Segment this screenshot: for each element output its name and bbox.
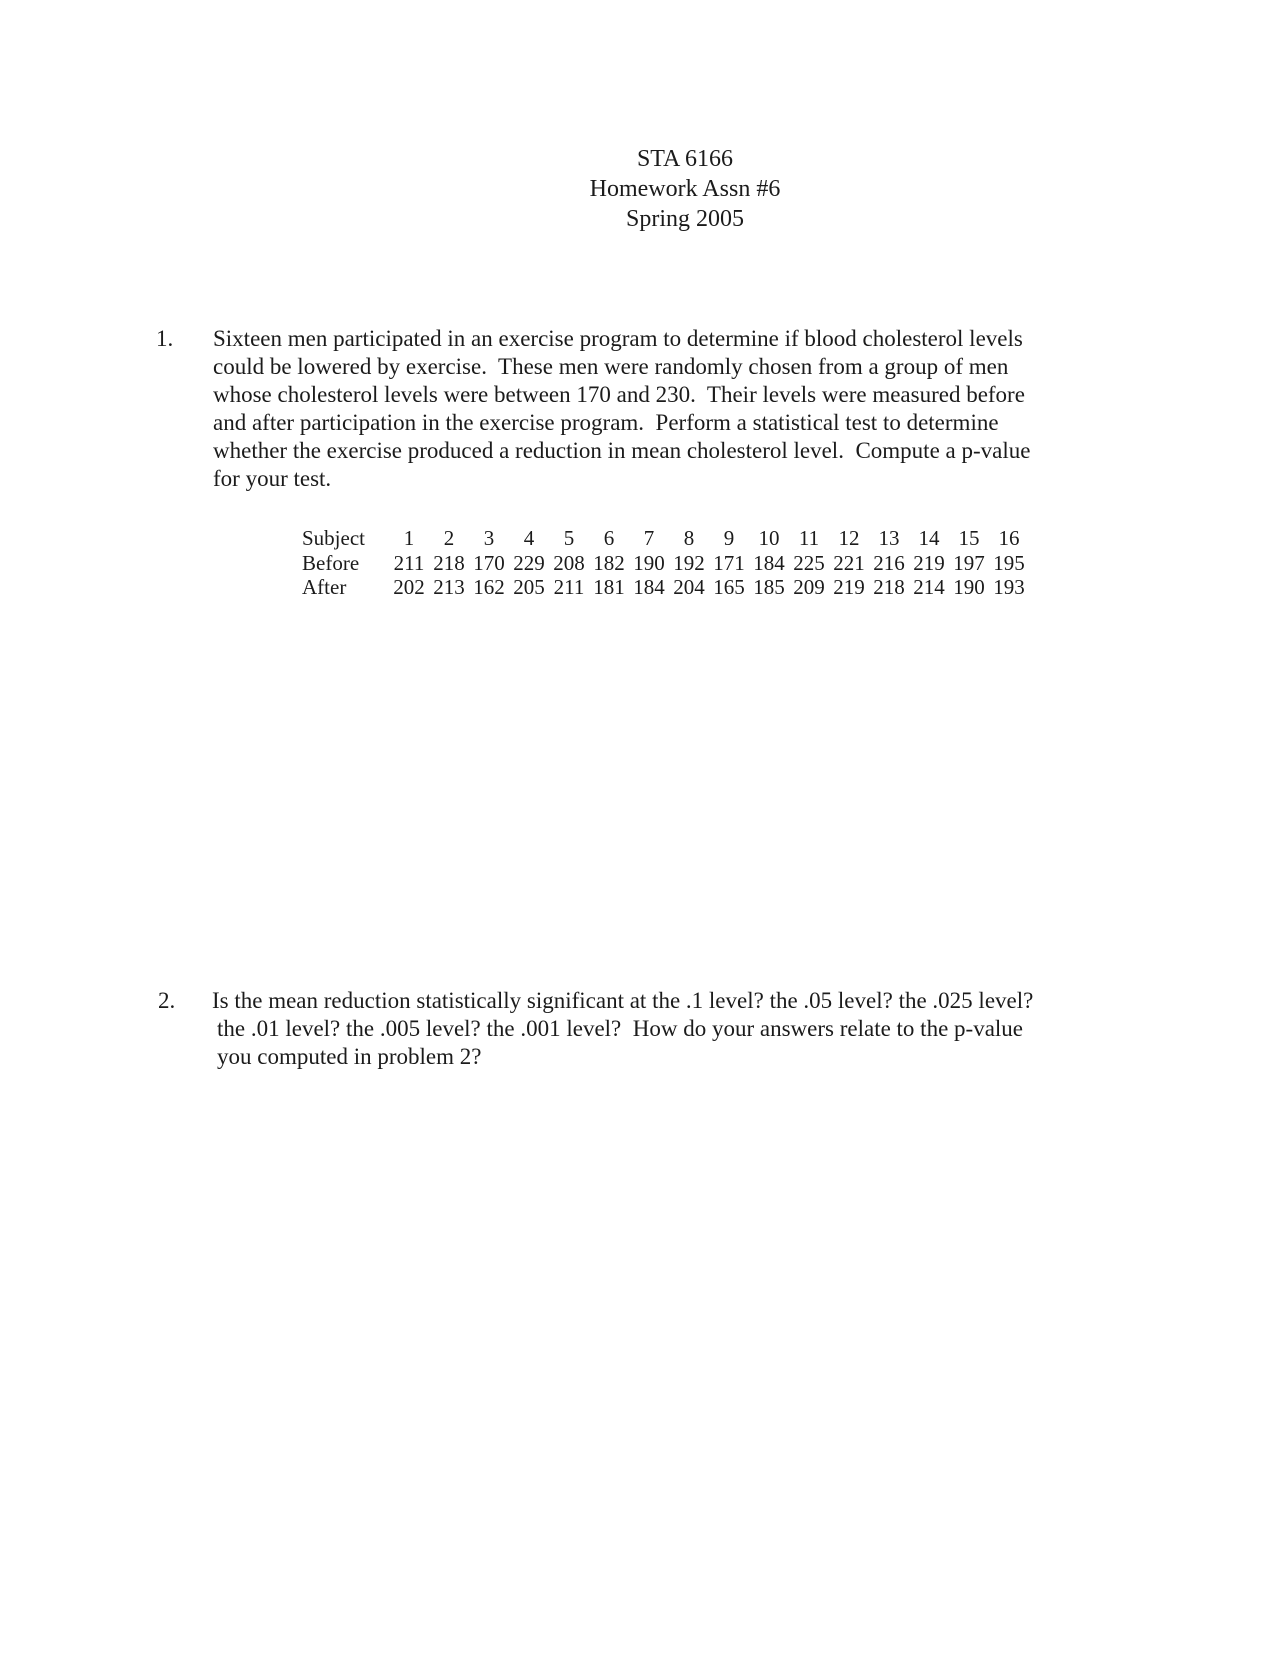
table-cell: 11 — [798, 526, 820, 550]
table-cell: 225 — [793, 550, 825, 575]
table-row-label: Before — [302, 550, 360, 575]
table-cell: 1 — [403, 526, 415, 550]
text-line: for your test. — [213, 466, 332, 491]
table-cell: 221 — [833, 550, 865, 575]
table-cell: 218 — [433, 550, 465, 575]
problem-2-number: 2. — [158, 988, 176, 1013]
table-cell: 3 — [483, 526, 495, 550]
table-cell: 211 — [553, 575, 585, 599]
text-line: you computed in problem 2? — [217, 1044, 482, 1069]
table-cell: 190 — [953, 575, 985, 599]
table-cell: 205 — [513, 575, 545, 599]
table-cell: 214 — [913, 575, 945, 599]
table-cell: 213 — [433, 575, 465, 599]
table-cell: 218 — [873, 575, 905, 599]
table-cell: 16 — [998, 526, 1020, 550]
table-cell: 204 — [673, 575, 705, 599]
table-cell: 192 — [673, 550, 705, 575]
table-row — [302, 551, 1029, 576]
table-cell: 12 — [838, 526, 860, 550]
problem-1 — [156, 325, 1030, 493]
text-line: could be lowered by exercise. These men were randomly chosen from a group of men — [213, 354, 1009, 379]
table-cell: 182 — [593, 550, 625, 575]
text-line: Sixteen men participated in an exercise program to determine if blood cholesterol levels — [213, 326, 1023, 351]
text-line: STA 6166 — [636, 146, 734, 172]
table-cell: 170 — [473, 550, 505, 575]
text-line: Spring 2005 — [625, 206, 744, 232]
text-line: whether the exercise produced a reduction in mean cholesterol level. Compute a p-value — [213, 438, 1031, 463]
table-row-label: After — [302, 575, 347, 599]
problem-1-text — [213, 325, 1030, 493]
table-row-label: Subject — [302, 526, 365, 550]
table-cell: 4 — [523, 526, 535, 550]
table-cell: 14 — [918, 526, 940, 550]
table-cell: 229 — [513, 550, 545, 575]
table-cell: 6 — [603, 526, 615, 550]
text-line: Is the mean reduction statistically significant at the .1 level? the .05 level? the .025 level? — [212, 988, 1034, 1013]
document-header — [0, 144, 1280, 234]
text-line: and after participation in the exercise program. Perform a statistical test to determine — [213, 410, 999, 435]
table-cell: 2 — [443, 526, 455, 550]
text-line: the .01 level? the .005 level? the .001 level? How do your answers relate to the p-value — [217, 1016, 1023, 1041]
table-cell: 8 — [683, 526, 695, 550]
table-cell: 10 — [758, 526, 780, 550]
table-cell: 185 — [753, 575, 785, 599]
table-cell: 13 — [878, 526, 900, 550]
table-cell: 184 — [753, 550, 785, 575]
cholesterol-data-table — [302, 526, 1029, 600]
table-cell: 184 — [633, 575, 665, 599]
table-cell: 195 — [993, 550, 1025, 575]
problem-2 — [158, 987, 1033, 1071]
table-cell: 171 — [713, 550, 745, 575]
table-cell: 15 — [958, 526, 980, 550]
table-cell: 197 — [953, 550, 985, 575]
table-cell: 216 — [873, 550, 905, 575]
table-cell: 219 — [833, 575, 865, 599]
table-cell: 219 — [913, 550, 945, 575]
table-cell: 193 — [993, 575, 1025, 599]
table-cell: 162 — [473, 575, 505, 599]
table-cell: 7 — [643, 526, 655, 550]
table-cell: 9 — [723, 526, 735, 550]
table-cell: 5 — [563, 526, 575, 550]
table-row — [302, 575, 1029, 600]
table-cell: 165 — [713, 575, 745, 599]
text-line: Homework Assn #6 — [589, 176, 781, 202]
table-row — [302, 526, 1029, 551]
problem-2-text — [212, 987, 1033, 1071]
table-cell: 208 — [553, 550, 585, 575]
table-cell: 181 — [593, 575, 625, 599]
table-cell: 211 — [393, 550, 425, 575]
table-cell: 209 — [793, 575, 825, 599]
text-line: whose cholesterol levels were between 170 and 230. Their levels were measured before — [213, 382, 1025, 407]
table-cell: 202 — [393, 575, 425, 599]
problem-1-number: 1. — [156, 326, 174, 351]
table-cell: 190 — [633, 550, 665, 575]
